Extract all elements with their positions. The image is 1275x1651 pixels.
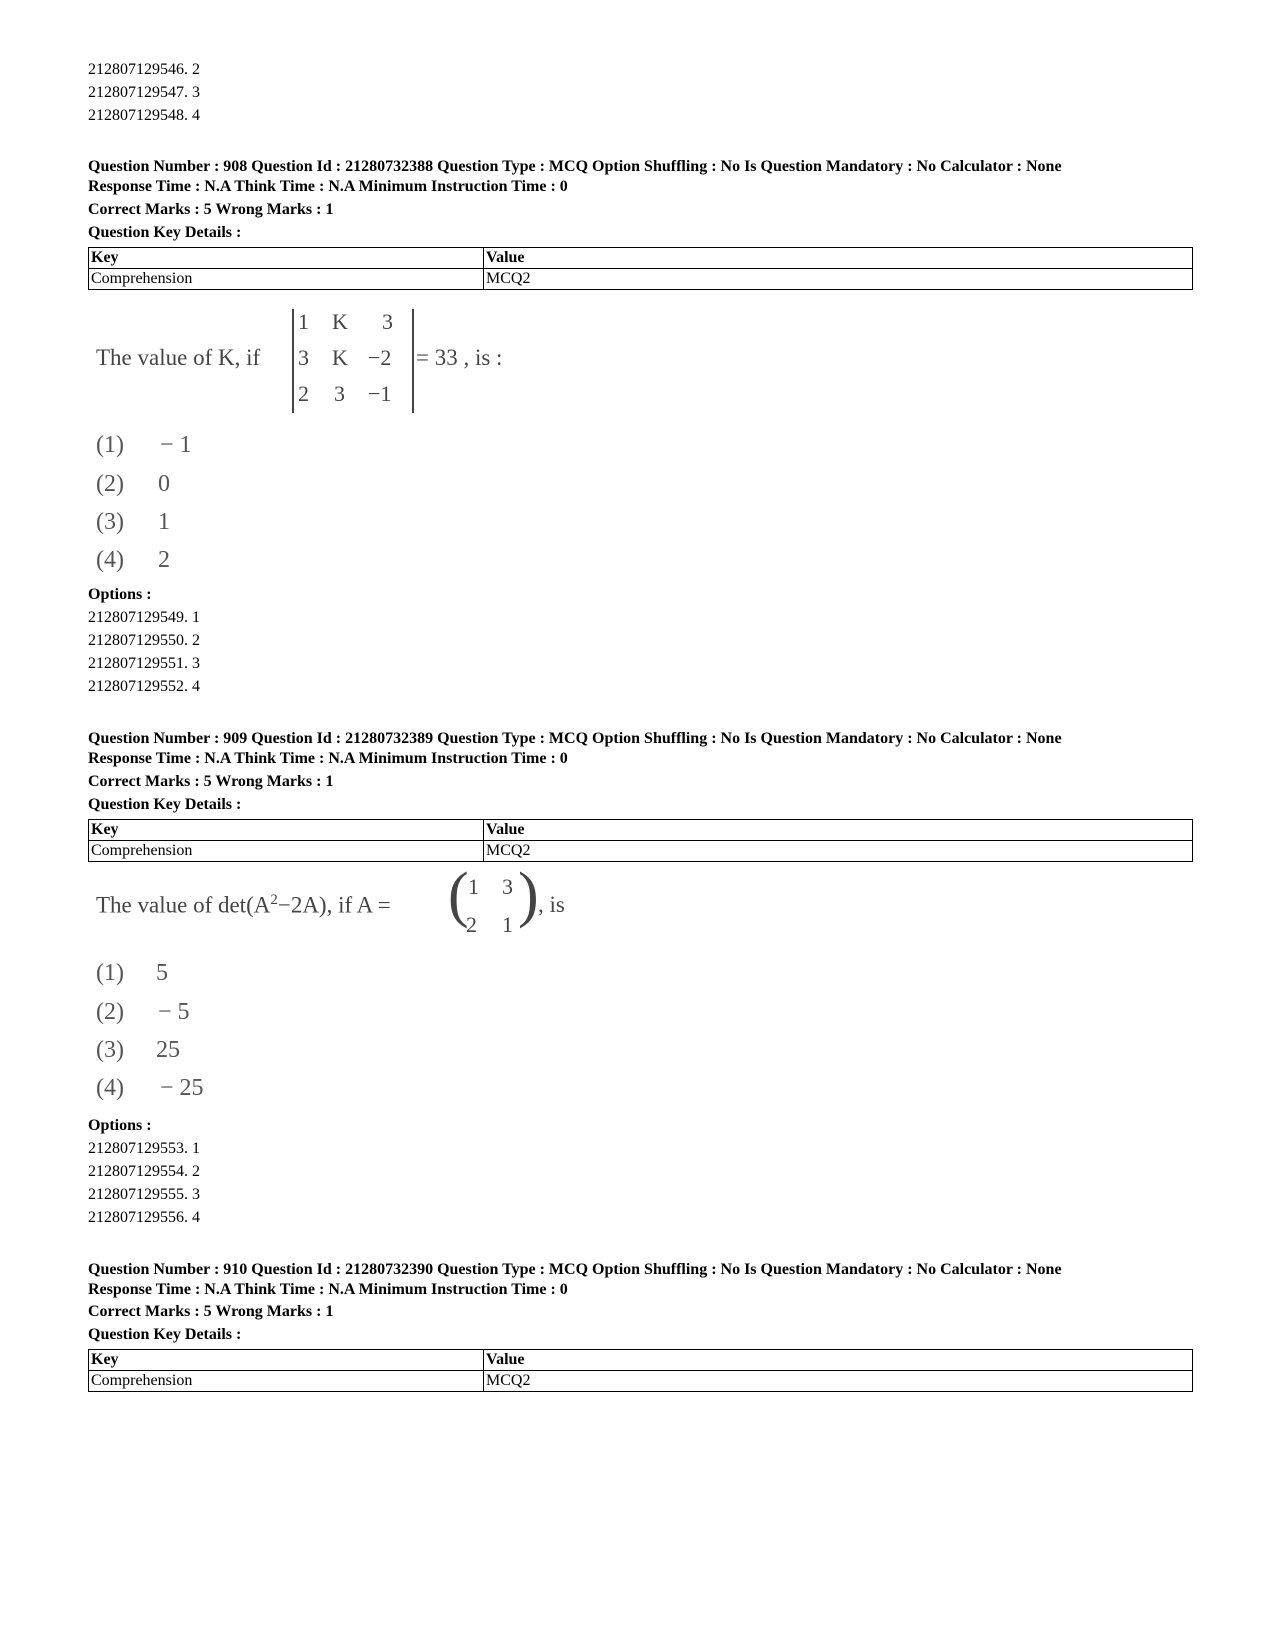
option-line: 212807129555. 3 (88, 1186, 200, 1203)
matrix-cell: K (332, 345, 348, 370)
matrix-right-paren: ) (518, 861, 539, 929)
choice-value: 1 (158, 509, 170, 535)
table-value-cell: MCQ2 (484, 841, 1193, 862)
matrix-cell: 3 (298, 345, 309, 370)
question-header: Question Number : 908 Question Id : 21280732388 Question Type : MCQ Option Shuffling : No Is Question Mandatory : No Calculator : None (88, 158, 1062, 175)
key-details-label: Question Key Details : (88, 224, 242, 241)
superscript: 2 (270, 892, 278, 908)
option-line: 212807129546. 2 (88, 61, 200, 78)
table-key-cell: Comprehension (89, 269, 484, 290)
question-image (96, 309, 536, 419)
question-header: Question Number : 909 Question Id : 21280732389 Question Type : MCQ Option Shuffling : No Is Question Mandatory : No Calculator : None (88, 730, 1062, 747)
determinant (292, 309, 414, 413)
option-line: 212807129548. 4 (88, 107, 200, 124)
choice-value: − 1 (160, 432, 192, 458)
table-key-header: Key (89, 820, 484, 841)
question-suffix: , is (538, 892, 565, 917)
table-key-header: Key (89, 248, 484, 269)
option-line: 212807129547. 3 (88, 84, 200, 101)
matrix-cell: K (332, 309, 348, 334)
table-key-cell: Comprehension (89, 841, 484, 862)
matrix-cell: 3 (382, 309, 393, 334)
option-line: 212807129554. 2 (88, 1163, 200, 1180)
question-image (96, 861, 576, 950)
matrix-cell: 2 (298, 381, 309, 406)
question-marks: Correct Marks : 5 Wrong Marks : 1 (88, 201, 334, 218)
choice-value: 2 (158, 547, 170, 573)
question-mid: −2A), if A = (277, 892, 391, 918)
matrix-cell: 1 (502, 912, 513, 937)
option-line: 212807129550. 2 (88, 632, 200, 649)
question-timing: Response Time : N.A Think Time : N.A Minimum Instruction Time : 0 (88, 1281, 568, 1298)
question-text: The value of det(A (96, 892, 271, 918)
question-suffix: = 33 , is : (416, 345, 503, 370)
choice-number: (1) (96, 432, 124, 458)
choice-number: (2) (96, 999, 124, 1025)
matrix-cell: 2 (466, 912, 477, 937)
matrix-cell: −2 (368, 345, 392, 370)
choice-value: − 25 (160, 1075, 204, 1101)
choice-number: (3) (96, 509, 124, 535)
matrix-left-paren: ( (448, 861, 469, 929)
options-label: Options : (88, 586, 152, 603)
options-label: Options : (88, 1117, 152, 1134)
matrix-cell: −1 (368, 381, 392, 406)
choice-value: 25 (156, 1037, 180, 1063)
table-value-cell: MCQ2 (484, 269, 1193, 290)
option-line: 212807129553. 1 (88, 1140, 200, 1157)
table-value-header: Value (484, 248, 1193, 269)
matrix-cell: 1 (468, 874, 479, 899)
option-line: 212807129551. 3 (88, 655, 200, 672)
question-timing: Response Time : N.A Think Time : N.A Minimum Instruction Time : 0 (88, 750, 568, 767)
choice-number: (2) (96, 471, 124, 497)
choice-number: (4) (96, 1075, 124, 1101)
table-value-cell: MCQ2 (484, 1371, 1193, 1392)
question-marks: Correct Marks : 5 Wrong Marks : 1 (88, 773, 334, 790)
table-key-cell: Comprehension (89, 1371, 484, 1392)
choice-number: (3) (96, 1037, 124, 1063)
question-text: The value of K, if (96, 345, 261, 370)
table-value-header: Value (484, 820, 1193, 841)
key-details-table (88, 247, 1193, 290)
key-details-table (88, 819, 1193, 862)
choice-value: 5 (156, 960, 168, 986)
question-marks: Correct Marks : 5 Wrong Marks : 1 (88, 1303, 334, 1320)
question-header: Question Number : 910 Question Id : 21280732390 Question Type : MCQ Option Shuffling : No Is Question Mandatory : No Calculator : None (88, 1261, 1062, 1278)
matrix-cell: 1 (298, 309, 309, 334)
matrix-cell: 3 (502, 874, 513, 899)
option-line: 212807129552. 4 (88, 678, 200, 695)
option-line: 212807129556. 4 (88, 1209, 200, 1226)
choice-value: 0 (158, 471, 170, 497)
choice-value: − 5 (158, 999, 190, 1025)
key-details-label: Question Key Details : (88, 796, 242, 813)
table-key-header: Key (89, 1350, 484, 1371)
key-details-label: Question Key Details : (88, 1326, 242, 1343)
choice-number: (1) (96, 960, 124, 986)
table-value-header: Value (484, 1350, 1193, 1371)
matrix-cell: 3 (334, 381, 345, 406)
key-details-table (88, 1349, 1193, 1392)
option-line: 212807129549. 1 (88, 609, 200, 626)
question-timing: Response Time : N.A Think Time : N.A Minimum Instruction Time : 0 (88, 178, 568, 195)
choice-number: (4) (96, 547, 124, 573)
